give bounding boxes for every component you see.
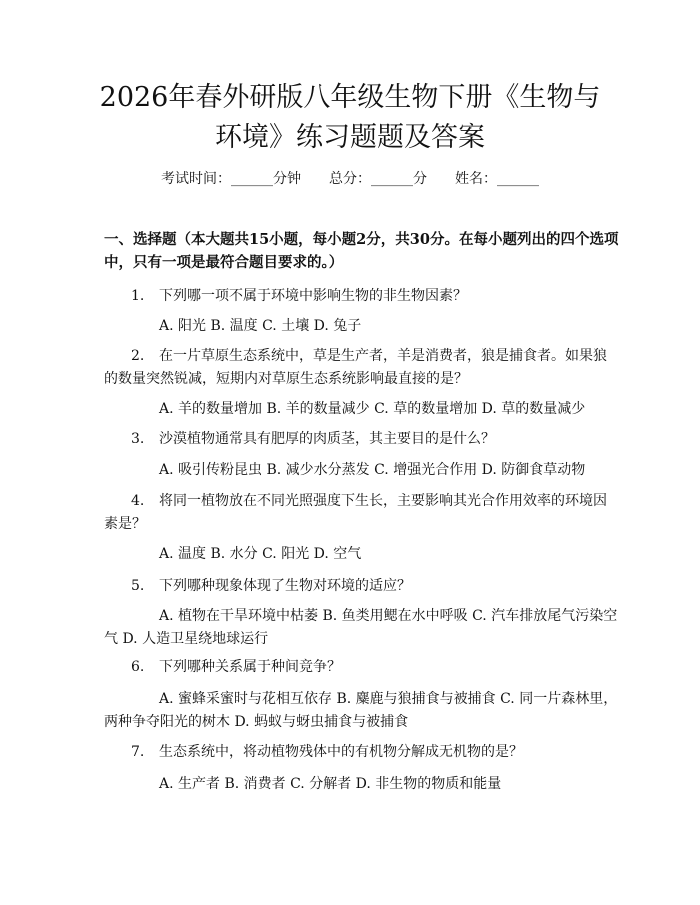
question-number: 3. [131, 431, 145, 447]
question-stem [104, 428, 620, 451]
question-options: A. 阳光 B. 温度 C. 土壤 D. 兔子 [159, 318, 362, 334]
question-options: A. 植物在干旱环境中枯萎 B. 鱼类用鳃在水中呼吸 C. 汽车排放尾气污染空气 D. 人造卫星绕地球运行 [104, 608, 618, 647]
question-options: A. 温度 B. 水分 C. 阳光 D. 空气 [159, 546, 362, 562]
question-text: 生态系统中，将动植物残体中的有机物分解成无机物的是？ [159, 744, 523, 760]
question-stem [104, 345, 620, 391]
question-options: A. 羊的数量增加 B. 羊的数量减少 C. 草的数量增加 D. 草的数量减少 [159, 401, 586, 417]
question-number: 2. [131, 348, 145, 364]
question-text: 下列哪一项不属于环境中影响生物的非生物因素？ [159, 288, 467, 304]
question-stem [104, 656, 620, 679]
question-number: 6. [131, 659, 145, 675]
question-stem [104, 575, 620, 598]
question-number: 1. [131, 288, 145, 304]
question-options: A. 蜜蜂采蜜时与花相互依存 B. 麋鹿与狼捕食与被捕食 C. 同一片森林里，两种争夺阳光的树木 D. 蚂蚁与蚜虫捕食与被捕食 [104, 691, 618, 730]
question-text: 下列哪种现象体现了生物对环境的适应？ [159, 578, 411, 594]
question-text: 下列哪种关系属于种间竞争？ [159, 659, 341, 675]
question-stem [104, 285, 620, 308]
question-options: A. 生产者 B. 消费者 C. 分解者 D. 非生物的物质和能量 [159, 776, 502, 792]
question-number: 5. [131, 578, 145, 594]
question-number: 4. [131, 493, 145, 509]
total-score-label: 总分：______分 [329, 171, 427, 187]
exam-time-label: 考试时间：______分钟 [161, 171, 301, 187]
question-number: 7. [131, 744, 145, 760]
question-stem [104, 490, 620, 536]
question-text: 将同一植物放在不同光照强度下生长，主要影响其光合作用效率的环境因素是？ [104, 493, 607, 532]
document-title: 2026年春外研版八年级生物下册《生物与环境》练习题题及答案 [99, 82, 601, 153]
section-heading: 一、选择题（本大题共15小题，每小题2分，共30分。在每小题列出的四个选项中，只有一项是最符合题目要求的。） [104, 231, 619, 271]
question-text: 在一片草原生态系统中，草是生产者，羊是消费者，狼是捕食者。如果狼的数量突然锐减，短期内对草原生态系统影响最直接的是？ [104, 348, 607, 387]
question-stem [104, 741, 620, 764]
question-options: A. 吸引传粉昆虫 B. 减少水分蒸发 C. 增强光合作用 D. 防御食草动物 [159, 462, 586, 478]
student-name-label: 姓名：______ [455, 171, 539, 187]
exam-info [0, 169, 700, 189]
question-text: 沙漠植物通常具有肥厚的肉质茎，其主要目的是什么？ [159, 431, 495, 447]
